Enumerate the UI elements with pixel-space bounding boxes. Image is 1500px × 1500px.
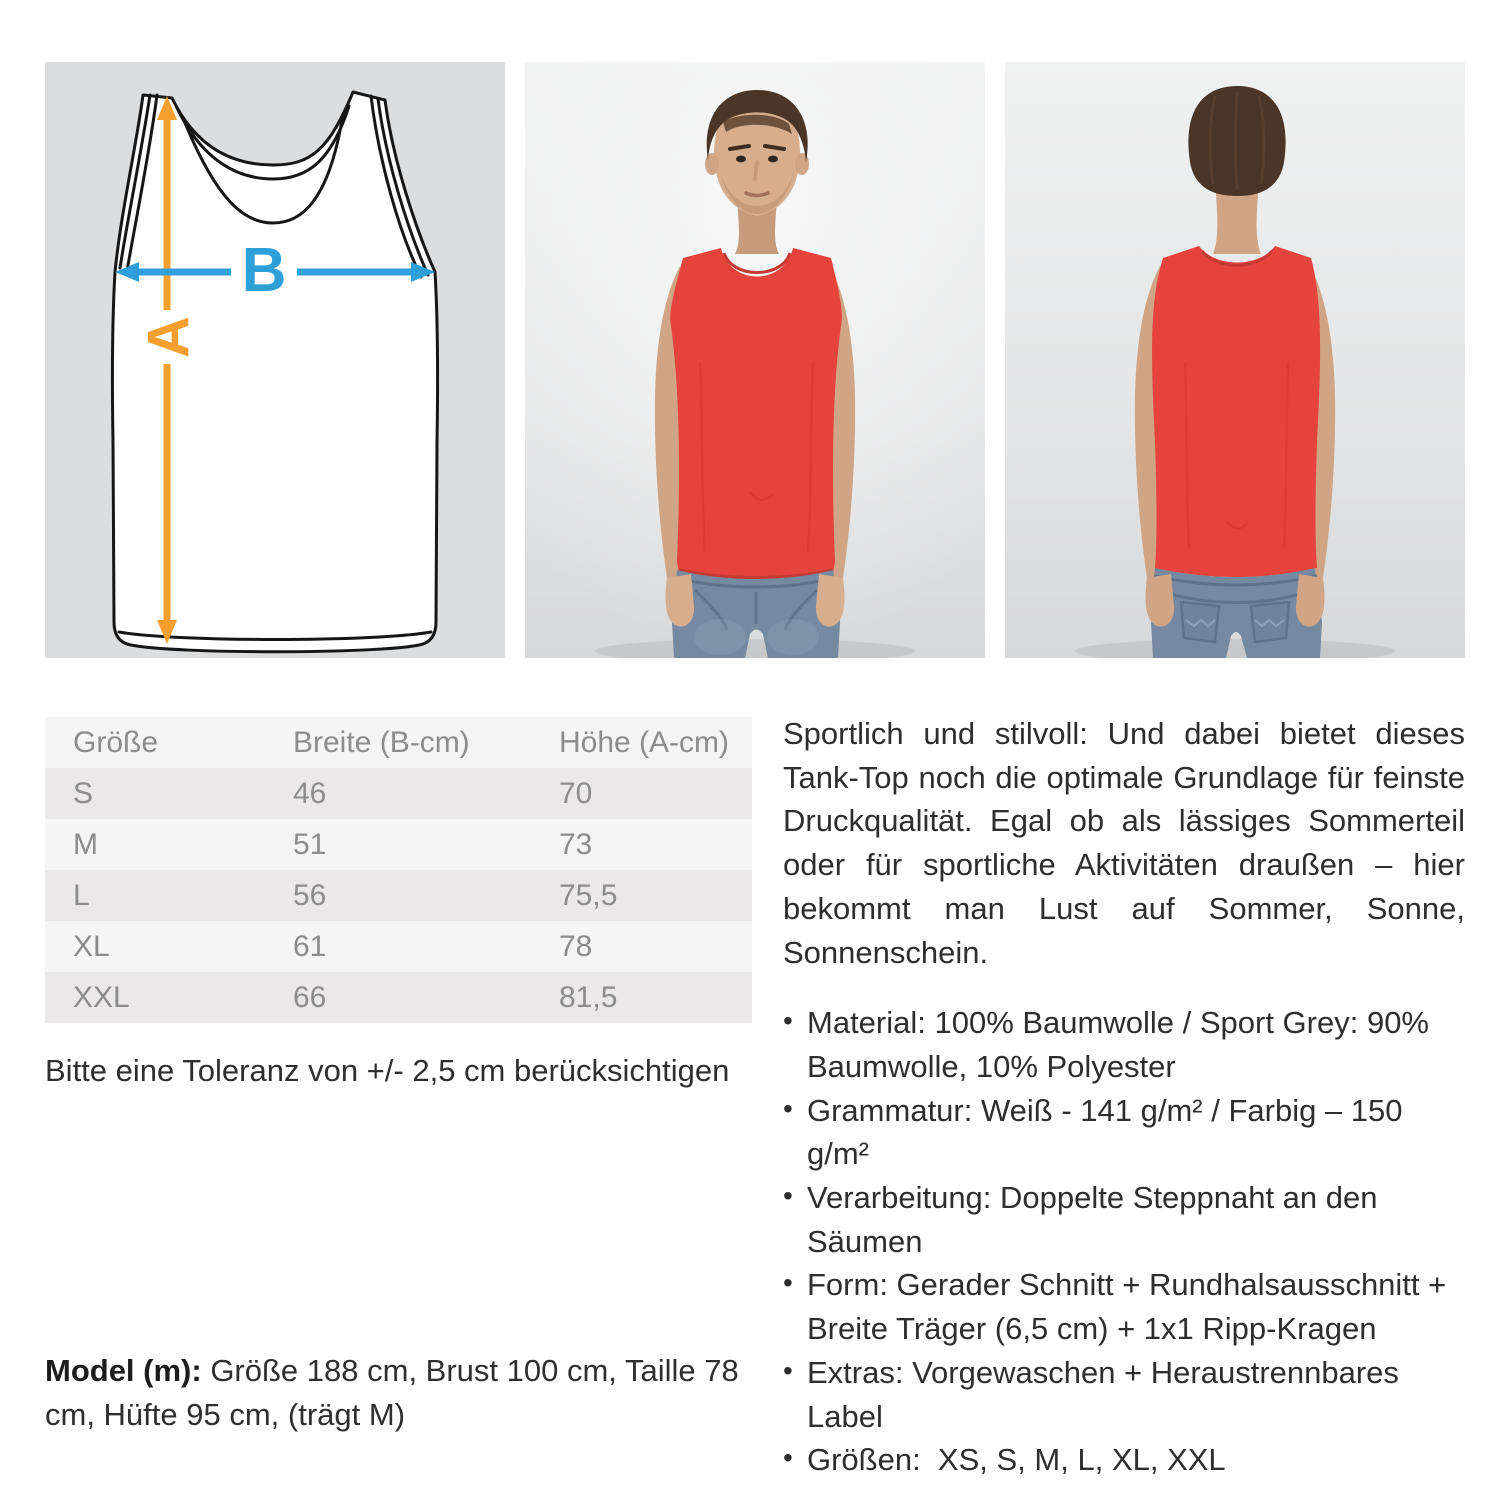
table-cell: S	[73, 776, 94, 810]
feature-list	[783, 1001, 1465, 1482]
table-cell: XXL	[73, 980, 130, 1014]
model-label: Model (m):	[45, 1353, 202, 1388]
column-header-height: Höhe (A-cm)	[559, 725, 730, 759]
table-row	[45, 921, 752, 972]
model-photo-front	[525, 62, 985, 658]
table-cell: 78	[559, 929, 593, 963]
model-photo-back-panel	[1005, 62, 1465, 658]
table-cell: L	[73, 878, 90, 912]
feature-item-material: • Material: 100% Baumwolle / Sport Grey: 90% Baumwolle, 10% Polyester	[783, 1001, 1465, 1088]
table-cell: 75,5	[559, 878, 618, 912]
table-cell: M	[73, 827, 98, 861]
table-cell: 70	[559, 776, 593, 810]
model-text: Größe 188 cm, Brust 100 cm, Taille 78 cm, Hüfte 95 cm, (trägt M)	[45, 1353, 739, 1433]
feature-item-grammatur: • Grammatur: Weiß - 141 g/m² / Farbig – 150 g/m²	[783, 1089, 1465, 1176]
table-cell: XL	[73, 929, 110, 963]
table-row	[45, 819, 752, 870]
size-table	[45, 717, 752, 1023]
column-header-size: Größe	[73, 725, 159, 759]
table-row	[45, 768, 752, 819]
feature-item-extras: • Extras: Vorgewaschen + Heraustrennbares Label	[783, 1351, 1465, 1438]
tolerance-note: Bitte eine Toleranz von +/- 2,5 cm berücksichtigen	[45, 1053, 730, 1088]
size-info-column	[45, 717, 752, 1089]
label-b: B	[241, 236, 287, 305]
product-description: Sportlich und stilvoll: Und dabei bietet dieses Tank-Top noch die optimale Grundlage für feinste Druckqualität. Egal ob als lässiges Sommerteil oder für sportliche Aktivitäten draußen – hier bekommt man Lust auf Sommer, Sonne, Sonnenschein.	[783, 716, 1465, 970]
table-cell: 51	[293, 827, 327, 861]
table-cell: 73	[559, 827, 593, 861]
table-row	[45, 870, 752, 921]
model-photo-back	[1005, 62, 1465, 658]
column-header-width: Breite (B-cm)	[293, 725, 470, 759]
model-photo-front-panel	[525, 62, 985, 658]
size-diagram-panel	[45, 62, 505, 658]
feature-item-groessen: • Größen: XS, S, M, L, XL, XXL	[783, 1438, 1465, 1482]
table-cell: 66	[293, 980, 327, 1014]
feature-item-form: • Form: Gerader Schnitt + Rundhalsausschnitt + Breite Träger (6,5 cm) + 1x1 Ripp-Kragen	[783, 1263, 1465, 1350]
model-measurements	[45, 1349, 757, 1437]
tank-top-diagram	[45, 62, 505, 658]
tank-outline	[112, 92, 437, 652]
table-cell: 46	[293, 776, 327, 810]
table-row	[45, 972, 752, 1023]
table-cell: 61	[293, 929, 327, 963]
table-header-row	[45, 717, 752, 768]
label-a: A	[136, 316, 202, 358]
product-description-column	[783, 712, 1465, 1482]
tank-top-front	[670, 248, 842, 582]
table-cell: 56	[293, 878, 327, 912]
table-cell: 81,5	[559, 980, 618, 1014]
feature-item-verarbeitung: • Verarbeitung: Doppelte Steppnaht an den Säumen	[783, 1176, 1465, 1263]
